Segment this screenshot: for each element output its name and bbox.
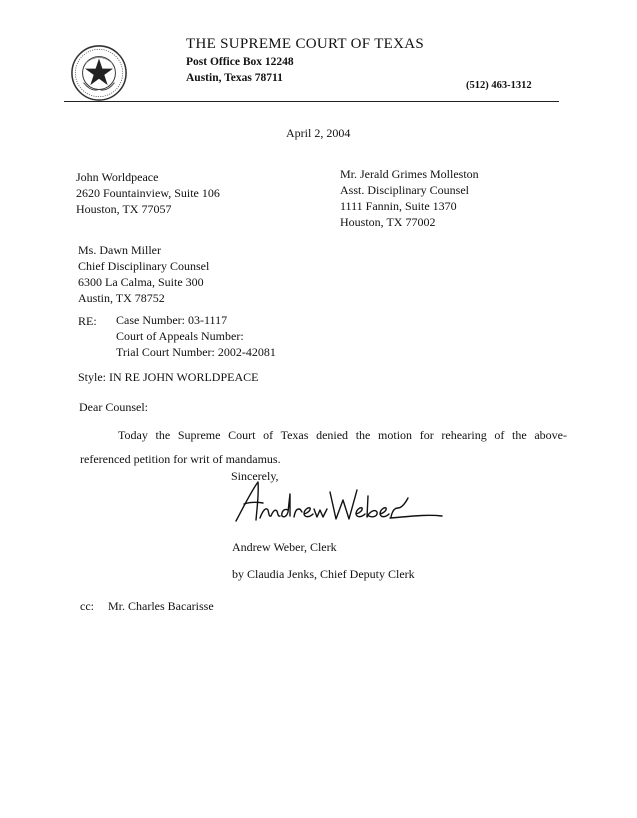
style-line: Style: IN RE JOHN WORLDPEACE bbox=[78, 370, 259, 384]
body-line-2: referenced petition for writ of mandamus. bbox=[80, 452, 281, 466]
texas-seal-icon bbox=[70, 44, 128, 102]
phone-number: (512) 463-1312 bbox=[466, 80, 532, 91]
address-line: Houston, TX 77002 bbox=[340, 215, 436, 229]
letter-date: April 2, 2004 bbox=[286, 126, 351, 140]
address-line: 6300 La Calma, Suite 300 bbox=[78, 275, 204, 289]
header-divider bbox=[64, 101, 559, 102]
re-label: RE: bbox=[78, 314, 97, 328]
re-details bbox=[116, 312, 276, 360]
salutation: Dear Counsel: bbox=[79, 400, 148, 414]
trial-number: Trial Court Number: 2002-42081 bbox=[116, 345, 276, 359]
recipient-miller bbox=[78, 242, 209, 306]
letter-body bbox=[80, 423, 567, 471]
recipient-worldpeace bbox=[76, 169, 220, 217]
appeals-number: Court of Appeals Number: bbox=[116, 329, 244, 343]
signer-name: Andrew Weber, Clerk bbox=[232, 540, 337, 554]
body-line-1: Today the Supreme Court of Texas denied the motion for rehearing of the above- bbox=[118, 428, 567, 442]
address-line: 1111 Fannin, Suite 1370 bbox=[340, 199, 457, 213]
po-box: Post Office Box 12248 bbox=[186, 56, 294, 68]
address-line: 2620 Fountainview, Suite 106 bbox=[76, 186, 220, 200]
address-line: Houston, TX 77057 bbox=[76, 202, 172, 216]
address-line: Austin, TX 78752 bbox=[78, 291, 165, 305]
address-line: Ms. Dawn Miller bbox=[78, 243, 161, 257]
recipient-molleston bbox=[340, 166, 479, 230]
deputy-clerk-line: by Claudia Jenks, Chief Deputy Clerk bbox=[232, 567, 415, 581]
address-line: Asst. Disciplinary Counsel bbox=[340, 183, 469, 197]
case-number: Case Number: 03-1117 bbox=[116, 313, 228, 327]
court-name: THE SUPREME COURT OF TEXAS bbox=[186, 36, 425, 52]
address-line: John Worldpeace bbox=[76, 170, 159, 184]
cc-label: cc: bbox=[80, 599, 94, 613]
city-line: Austin, Texas 78711 bbox=[186, 72, 283, 84]
cc-name: Mr. Charles Bacarisse bbox=[108, 599, 214, 613]
address-line: Mr. Jerald Grimes Molleston bbox=[340, 167, 479, 181]
address-line: Chief Disciplinary Counsel bbox=[78, 259, 210, 273]
handwritten-signature bbox=[230, 476, 445, 526]
closing: Sincerely, bbox=[231, 469, 279, 483]
